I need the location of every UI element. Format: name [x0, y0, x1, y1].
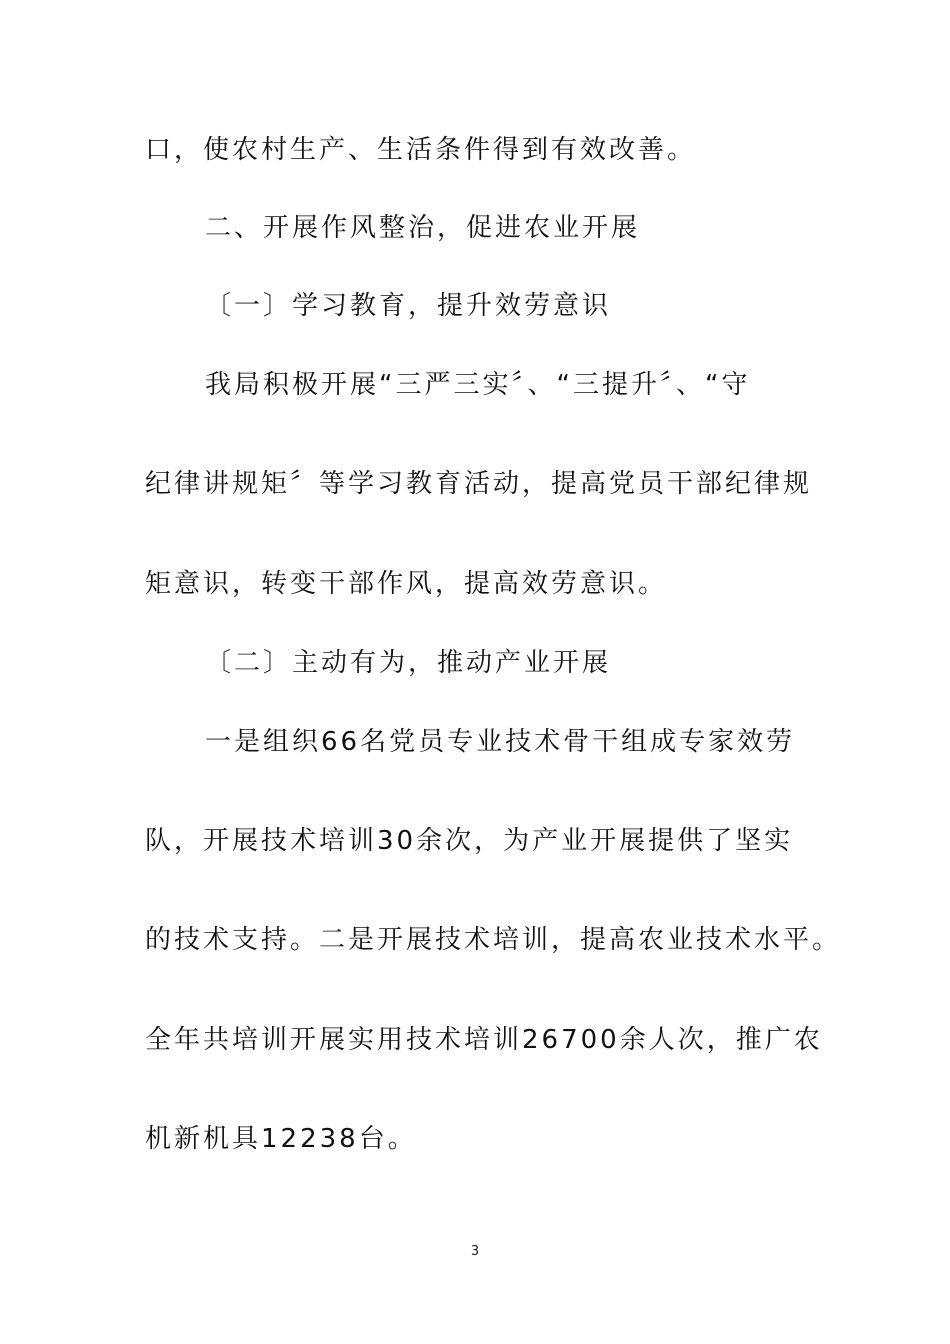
paragraph-line: 纪律讲规矩〞等学习教育活动，提高党员干部纪律规: [145, 469, 813, 499]
paragraph-line: 我局积极开展“三严三实〞、“三提升〞、“守: [205, 370, 751, 400]
paragraph-line: 的技术支持。二是开展技术培训，提高农业技术水平。: [145, 925, 842, 955]
paragraph-line: 队，开展技术培训30余次，为产业开展提供了坚实: [145, 826, 794, 856]
paragraph-line: 一是组织66名党员专业技术骨干组成专家效劳: [205, 727, 796, 757]
page-number: 3: [470, 1244, 480, 1259]
subsection-heading: 〔二〕主动有为，推动产业开展: [205, 648, 612, 678]
paragraph-line: 全年共培训开展实用技术培训26700余人次，推广农: [145, 1025, 823, 1055]
section-heading: 二、开展作风整治，促进农业开展: [205, 213, 641, 243]
paragraph-line: 口，使农村生产、生活条件得到有效改善。: [145, 135, 697, 165]
subsection-heading: 〔一〕学习教育，提升效劳意识: [205, 291, 612, 321]
paragraph-line: 矩意识，转变干部作风，提高效劳意识。: [145, 569, 668, 599]
paragraph-line: 机新机具12238台。: [145, 1124, 417, 1154]
